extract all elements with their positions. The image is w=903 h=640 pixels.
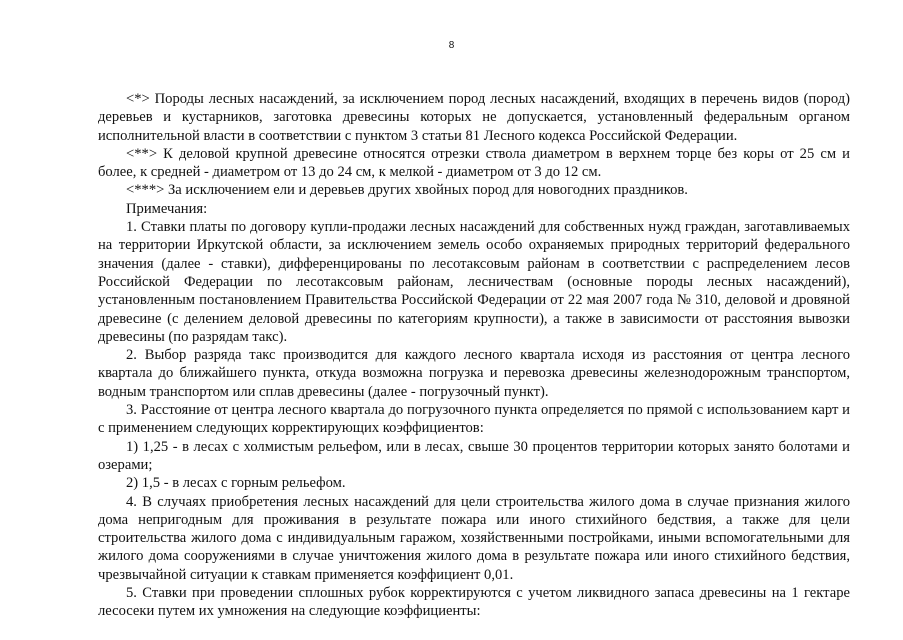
footnote-timber-size: <**> К деловой крупной древесине относятся отрезки ствола диаметром в верхнем торце без коры от 25 см и более, к средней - диаметром от 13 до 24 см, к мелкой - диаметром от 3 до 12 см. [98, 145, 850, 181]
notes-heading: Примечания: [126, 200, 208, 217]
note-1: 1. Ставки платы по договору купли-продажи лесных насаждений для собственных нужд граждан, заготавливаемых на территории Иркутской области, за исключением земель особо охраняемых природных территорий федерального значения (далее - ставки), дифференцированы по лесотаксовым районам в соответствии с распределением лесов Российской Федерации по лесотаксовым районам, лесничествам (основные породы лесных насаждений), установленным постановлением Правительства Российской Федерации от 22 мая 2007 года № 310, деловой и дровяной древесине (с делением деловой древесины по категориям крупности), а также в зависимости от расстояния вывозки древесины (по разрядам такс). [98, 219, 850, 345]
footnote-spruce-exception: <***> За исключением ели и деревьев других хвойных пород для новогодних праздников. [126, 182, 688, 199]
note-3-item-2: 2) 1,5 - в лесах с горным рельефом. [126, 475, 346, 492]
note-4: 4. В случаях приобретения лесных насаждений для цели строительства жилого дома в случае признания жилого дома непригодным для проживания в результате пожара или иного стихийного бедствия, а также для цели строительства жилого дома с индивидуальным гаражом, хозяйственными постройками, иными вспомогательными для жилого дома сооружениями в случае уничтожения жилого дома в результате пожара или иного стихийного бедствия, чрезвычайной ситуации к ставкам применяется коэффициент 0,01. [98, 493, 850, 583]
document-body [98, 90, 850, 621]
footnote-species: <*> Породы лесных насаждений, за исключением пород лесных насаждений, входящих в перечень видов (пород) деревьев и кустарников, заготовка древесины которых не допускается, установленный федеральным органом исполнительной власти в соответствии с пунктом 3 статьи 81 Лесного кодекса Российской Федерации. [98, 91, 850, 144]
note-2: 2. Выбор разряда такс производится для каждого лесного квартала исходя из расстояния от центра лесного квартала до ближайшего пункта, откуда возможна погрузка и перевозка древесины железнодорожным транспортом, водным транспортом или сплав древесины (далее - погрузочный пункт). [98, 347, 850, 400]
note-3: 3. Расстояние от центра лесного квартала до погрузочного пункта определяется по прямой с использованием карт и с применением следующих корректирующих коэффициентов: [98, 402, 850, 437]
note-5: 5. Ставки при проведении сплошных рубок корректируются с учетом ликвидного запаса древесины на 1 гектаре лесосеки путем их умножения на следующие коэффициенты: [98, 585, 850, 620]
page-number: 8 [448, 40, 455, 51]
note-3-item-1: 1) 1,25 - в лесах с холмистым рельефом, или в лесах, свыше 30 процентов территории которых занято болотами и озерами; [98, 438, 850, 473]
